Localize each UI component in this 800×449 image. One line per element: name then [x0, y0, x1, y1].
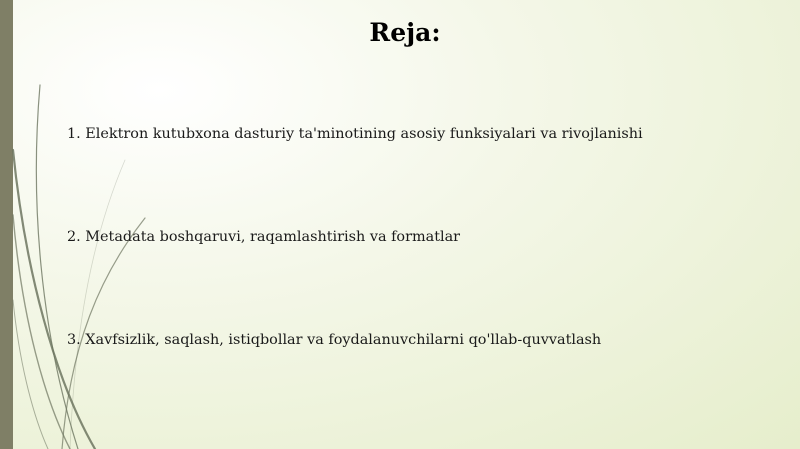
agenda-item: 2. Metadata boshqaruvi, raqamlashtirish va formatlar: [67, 229, 461, 245]
slide-title: Reja:: [369, 18, 441, 47]
decor-line: [70, 160, 125, 449]
agenda-item: 3. Xavfsizlik, saqlash, istiqbollar va foydalanuvchilarni qo'llab-quvvatlash: [67, 332, 602, 348]
decor-line: [13, 300, 48, 449]
decor-line: [13, 215, 70, 449]
agenda-item: 1. Elektron kutubxona dasturiy ta'minotining asosiy funksiyalari va rivojlanishi: [67, 126, 643, 142]
decor-line: [13, 150, 95, 449]
